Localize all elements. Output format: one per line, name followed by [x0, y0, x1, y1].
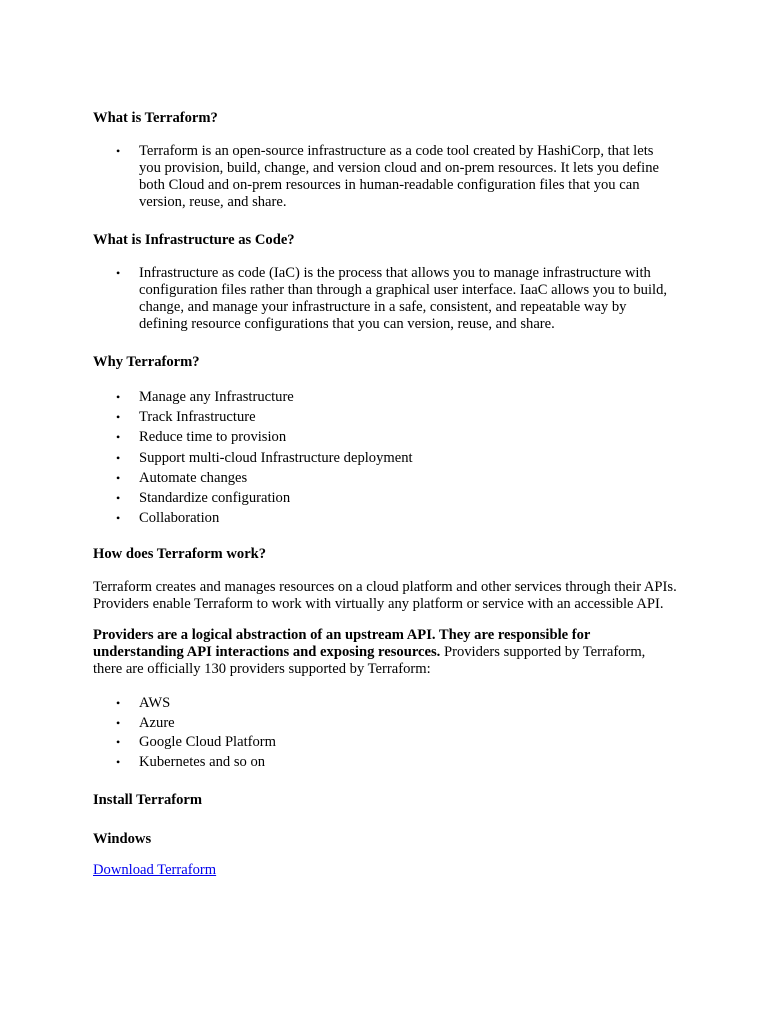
list-item-text: Kubernetes and so on: [139, 753, 266, 770]
list-item: [93, 488, 678, 508]
list-item-text: Google Cloud Platform: [139, 734, 277, 751]
list-item: [93, 733, 678, 753]
bullet-icon: •: [116, 410, 121, 425]
list-item: [93, 753, 678, 773]
bullet-icon: •: [116, 754, 121, 769]
list-item-text: AWS: [139, 695, 171, 712]
list-providers: [93, 694, 678, 772]
bullet-icon: •: [116, 266, 121, 280]
bullet-icon: •: [116, 511, 121, 526]
list-item-text: Infrastructure as code (IaC) is the process that allows you to manage infrastructure with configuration files rather than through a graphical user interface. IaaC allows you to build, change, and manage your infrastructure in a safe, consistent, and repeatable way by defining resource configurations that you can version, reuse, and share.: [139, 265, 668, 332]
list-item-text: Azure: [139, 714, 175, 731]
list-item-text: Automate changes: [139, 469, 248, 486]
bullet-icon: •: [116, 390, 121, 404]
list-item-text: Collaboration: [139, 510, 220, 527]
list-item: [93, 427, 678, 447]
bullet-icon: •: [116, 430, 121, 445]
heading-why-terraform: Why Terraform?: [93, 354, 200, 370]
heading-what-is-terraform: What is Terraform?: [93, 110, 218, 126]
heading-how-terraform-works: How does Terraform work?: [93, 546, 267, 563]
list-item: [93, 407, 678, 427]
list-item-text: Standardize configuration: [139, 490, 291, 507]
list-item: [93, 694, 678, 714]
bullet-icon: •: [116, 696, 121, 711]
list-item: [93, 508, 678, 528]
heading-windows: Windows: [93, 831, 152, 848]
list-item: [93, 387, 678, 407]
bullet-icon: •: [116, 735, 121, 750]
paragraph-how: Terraform creates and manages resources on a cloud platform and other services through their APIs. Providers enable Terraform to work with virtually any platform or service with an accessible API.: [93, 579, 677, 613]
bullet-icon: •: [116, 144, 121, 158]
heading-what-is-iac: What is Infrastructure as Code?: [93, 232, 295, 248]
heading-install-terraform: Install Terraform: [93, 792, 203, 809]
list-terraform: [93, 143, 678, 211]
list-item: [93, 265, 678, 333]
document-content: [93, 110, 678, 879]
bullet-icon: •: [116, 470, 121, 485]
list-item: [93, 468, 678, 488]
list-item-text: Track Infrastructure: [139, 409, 256, 426]
list-item: [93, 714, 678, 734]
download-terraform-link[interactable]: Download Terraform: [93, 862, 217, 879]
list-item: [93, 143, 678, 211]
list-item-text: Terraform is an open-source infrastructure as a code tool created by HashiCorp, that lets you provision, build, change, and version cloud and on-prem resources. It lets you define both Cloud and on-prem resources in human-readable configuration files that you can version, reuse, and share.: [139, 143, 659, 210]
providers-text: Providers supported by Terraform, there are officially 130 providers supported by Terraform:: [93, 644, 646, 678]
list-why: [93, 387, 678, 528]
providers-bold-text: Providers are a logical abstraction of an upstream API. They are responsible for understanding API interactions and exposing resources.: [93, 627, 591, 661]
list-item-text: Support multi-cloud Infrastructure deployment: [139, 449, 413, 466]
paragraph-download: [93, 862, 678, 879]
bullet-icon: •: [116, 450, 121, 465]
list-iac: [93, 265, 678, 333]
list-item-text: Manage any Infrastructure: [139, 389, 294, 405]
paragraph-providers: [93, 627, 678, 678]
bullet-icon: •: [116, 715, 121, 730]
bullet-icon: •: [116, 491, 121, 506]
list-item: [93, 448, 678, 468]
list-item-text: Reduce time to provision: [139, 429, 287, 446]
